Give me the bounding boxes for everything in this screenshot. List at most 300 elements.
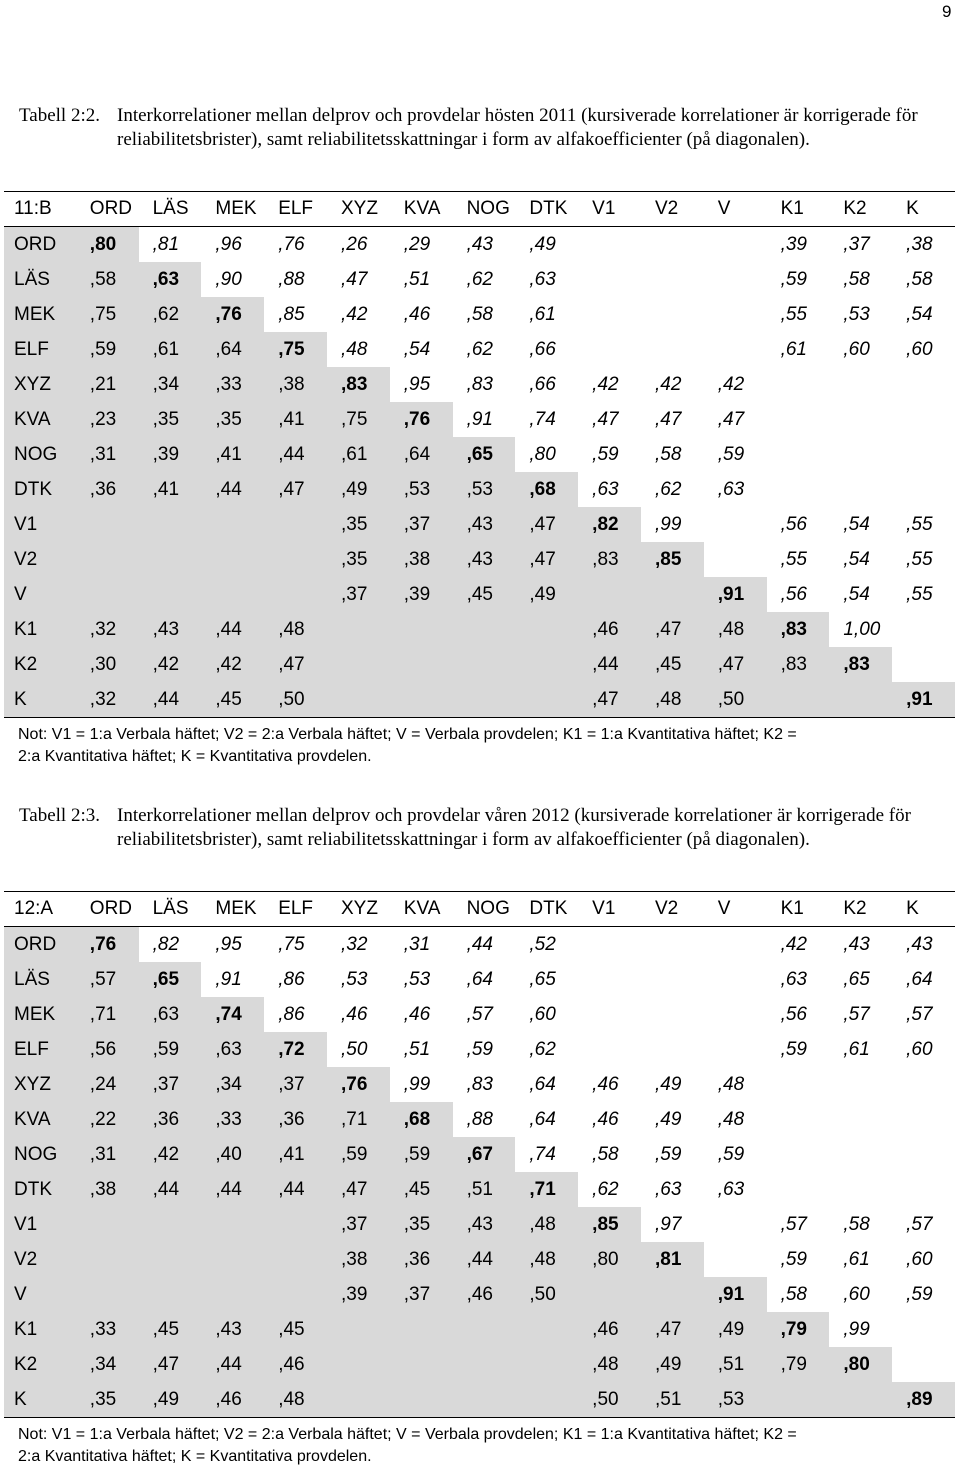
table-cell	[453, 1172, 516, 1207]
cell-value: ,58	[592, 1144, 619, 1165]
table-cell	[767, 1102, 830, 1137]
cell-value: ,75	[278, 339, 305, 360]
table-cell	[641, 367, 704, 402]
cell-value: ,42	[340, 304, 368, 325]
table-cell	[453, 612, 516, 647]
cell-value: ,35	[89, 1389, 117, 1410]
table-cell	[578, 577, 641, 612]
cell-value: ,41	[278, 409, 305, 430]
table-cell	[327, 227, 390, 262]
cell-value: ,45	[278, 1319, 305, 1340]
table-cell	[641, 962, 704, 997]
table-cell	[453, 437, 516, 472]
table-cell	[264, 227, 327, 262]
cell-value: ,47	[592, 409, 619, 430]
cell-value: ,57	[843, 1004, 870, 1025]
table2-caption	[19, 804, 944, 852]
cell-value: ,83	[592, 549, 619, 570]
table1-caption	[19, 104, 944, 152]
cell-value: ,50	[340, 1039, 368, 1060]
table-cell	[453, 262, 516, 297]
column-header-text: V2	[654, 198, 679, 219]
column-header	[453, 892, 516, 926]
table-cell	[264, 367, 327, 402]
table-cell	[767, 612, 830, 647]
table-cell	[892, 1102, 955, 1137]
table-row	[4, 332, 955, 367]
cell-value: ,48	[592, 1354, 619, 1375]
column-header-text: NOG	[466, 898, 510, 919]
row-label: K2	[4, 647, 76, 682]
table-cell	[578, 332, 641, 367]
cell-value: ,49	[654, 1354, 682, 1375]
table-cell	[641, 647, 704, 682]
table-cell	[76, 1207, 139, 1242]
table-cell	[264, 332, 327, 367]
row-label: V1	[4, 507, 76, 542]
cell-value: ,41	[278, 1144, 305, 1165]
cell-value: ,95	[403, 374, 431, 395]
table-cell	[515, 1242, 578, 1277]
cell-value: ,59	[906, 1284, 933, 1305]
cell-value: ,65	[466, 444, 493, 465]
table-cell	[76, 612, 139, 647]
column-header-text: V2	[654, 898, 679, 919]
column-header	[390, 892, 453, 926]
table-row	[4, 227, 955, 262]
column-header-text: K1	[780, 898, 804, 919]
table-cell	[829, 1347, 892, 1382]
table-cell	[264, 472, 327, 507]
table-cell	[515, 1347, 578, 1382]
cell-value: ,59	[466, 1039, 493, 1060]
table-cell	[515, 1312, 578, 1347]
table-cell	[641, 297, 704, 332]
cell-value: ,60	[843, 1284, 870, 1305]
column-header	[139, 192, 202, 226]
row-label: V	[4, 1277, 76, 1312]
table-cell	[264, 647, 327, 682]
table-cell	[829, 507, 892, 542]
table-cell	[139, 1032, 202, 1067]
table-cell	[515, 1032, 578, 1067]
table-cell	[641, 997, 704, 1032]
cell-value: ,56	[780, 584, 807, 605]
table-cell	[264, 577, 327, 612]
table2-label: Tabell 2:3.	[19, 805, 100, 826]
cell-value: ,76	[403, 409, 431, 430]
cell-value: ,64	[529, 1074, 556, 1095]
cell-value: ,45	[403, 1179, 431, 1200]
table-cell	[139, 367, 202, 402]
cell-value: ,38	[278, 374, 305, 395]
table-cell	[139, 1137, 202, 1172]
cell-value: ,48	[278, 1389, 305, 1410]
cell-value: ,47	[717, 654, 745, 675]
row-label: NOG	[4, 1137, 76, 1172]
cell-value: ,46	[592, 1074, 619, 1095]
table-cell	[453, 1032, 516, 1067]
table-cell	[892, 1347, 955, 1382]
cell-value: ,48	[278, 619, 305, 640]
cell-value: ,44	[215, 619, 242, 640]
cell-value: ,43	[466, 514, 493, 535]
table-row	[4, 1172, 955, 1207]
table-cell	[264, 297, 327, 332]
table-cell	[327, 437, 390, 472]
cell-value: ,49	[529, 234, 556, 255]
table-cell	[390, 1137, 453, 1172]
table-row	[4, 297, 955, 332]
table-cell	[264, 1312, 327, 1347]
row-label: K	[4, 682, 76, 717]
cell-value: ,23	[89, 409, 117, 430]
table-cell	[578, 1102, 641, 1137]
cell-value: ,82	[592, 514, 619, 535]
table-cell	[767, 297, 830, 332]
table-cell	[201, 577, 264, 612]
table-cell	[201, 542, 264, 577]
table-cell	[829, 962, 892, 997]
table-cell	[201, 1347, 264, 1382]
table-cell	[201, 1277, 264, 1312]
cell-value: ,32	[89, 689, 117, 710]
cell-value: ,47	[717, 409, 745, 430]
column-header-text: V	[717, 198, 731, 219]
table-cell	[892, 1242, 955, 1277]
cell-value: ,44	[152, 689, 180, 710]
table-cell	[139, 1207, 202, 1242]
cell-value: ,59	[780, 1039, 807, 1060]
cell-value: ,50	[592, 1389, 619, 1410]
cell-value: ,37	[340, 584, 368, 605]
cell-value: ,96	[215, 234, 242, 255]
cell-value: ,74	[529, 409, 556, 430]
cell-value: ,58	[654, 444, 682, 465]
cell-value: ,33	[215, 374, 242, 395]
table-cell	[767, 682, 830, 717]
cell-value: ,43	[466, 234, 493, 255]
table-cell	[641, 262, 704, 297]
row-label: K1	[4, 1312, 76, 1347]
table-row	[4, 367, 955, 402]
cell-value: ,85	[592, 1214, 619, 1235]
cell-value: ,55	[906, 514, 933, 535]
cell-value: ,29	[403, 234, 431, 255]
table-cell	[641, 1242, 704, 1277]
table-cell	[704, 647, 767, 682]
table-cell	[515, 647, 578, 682]
table-cell	[704, 1277, 767, 1312]
correlation-table-2012	[4, 891, 955, 1468]
column-header-text: NOG	[466, 198, 510, 219]
table-cell	[327, 1312, 390, 1347]
table-cell	[327, 927, 390, 962]
cell-value: ,42	[152, 654, 180, 675]
table-cell	[390, 1067, 453, 1102]
table-cell	[327, 262, 390, 297]
table-cell	[515, 227, 578, 262]
table-cell	[704, 1382, 767, 1417]
table-cell	[515, 1277, 578, 1312]
row-label: K2	[4, 1347, 76, 1382]
cell-value: ,76	[340, 1074, 368, 1095]
table-cell	[641, 1312, 704, 1347]
table-cell	[390, 1242, 453, 1277]
cell-value: ,48	[654, 689, 682, 710]
cell-value: ,83	[843, 654, 870, 675]
table-cell	[704, 227, 767, 262]
cell-value: ,81	[654, 1249, 682, 1270]
cell-value: ,49	[717, 1319, 745, 1340]
column-header-text: K2	[843, 898, 867, 919]
table-cell	[327, 1172, 390, 1207]
correlation-table-2011	[4, 191, 955, 768]
cell-value: ,59	[780, 269, 807, 290]
cell-value: ,44	[215, 1179, 242, 1200]
cell-value: ,37	[403, 514, 431, 535]
cell-value: ,55	[906, 584, 933, 605]
cell-value: ,62	[152, 304, 180, 325]
column-header	[641, 892, 704, 926]
table-cell	[390, 402, 453, 437]
cell-value: ,75	[340, 409, 368, 430]
column-header	[641, 192, 704, 226]
cell-value: ,47	[592, 689, 619, 710]
table-cell	[390, 1207, 453, 1242]
cell-value: ,49	[152, 1389, 180, 1410]
cell-value: ,61	[843, 1039, 870, 1060]
cell-value: ,44	[278, 444, 305, 465]
table-row	[4, 647, 955, 682]
table-cell	[139, 507, 202, 542]
cell-value: ,83	[780, 619, 807, 640]
corner-label: 12:A	[14, 898, 54, 919]
cell-value: ,63	[780, 969, 807, 990]
cell-value: ,54	[403, 339, 431, 360]
cell-value: ,68	[529, 479, 556, 500]
cell-value: ,65	[843, 969, 870, 990]
column-header	[704, 892, 767, 926]
table-cell	[892, 332, 955, 367]
cell-value: ,53	[717, 1389, 745, 1410]
table-cell	[829, 1382, 892, 1417]
table-cell	[76, 437, 139, 472]
table-cell	[201, 1067, 264, 1102]
corner-label: 11:B	[14, 198, 52, 219]
table-cell	[892, 542, 955, 577]
table1-caption-text: Interkorrelationer mellan delprov och provdelar hösten 2011 (kursiverade korrelationer är korrigerade för reliabilitetsbrister), samt reliabilitetsskattningar i form av alfakoefficienter (på diagonalen).	[117, 105, 918, 150]
cell-value: ,50	[529, 1284, 556, 1305]
table-cell	[578, 507, 641, 542]
table-cell	[327, 332, 390, 367]
cell-value: ,39	[403, 584, 431, 605]
cell-value: ,33	[89, 1319, 117, 1340]
cell-value: ,35	[340, 514, 368, 535]
table-cell	[264, 1207, 327, 1242]
cell-value: ,55	[780, 549, 807, 570]
table-cell	[327, 1067, 390, 1102]
column-header-text: KVA	[403, 898, 441, 919]
table-row	[4, 997, 955, 1032]
cell-value: ,38	[403, 549, 431, 570]
table-cell	[515, 542, 578, 577]
table-cell	[76, 682, 139, 717]
cell-value: ,43	[466, 1214, 493, 1235]
column-header	[767, 192, 830, 226]
table-cell	[515, 297, 578, 332]
table-row	[4, 1347, 955, 1382]
table-cell	[515, 927, 578, 962]
table-cell	[201, 997, 264, 1032]
column-header	[704, 192, 767, 226]
table-cell	[704, 682, 767, 717]
row-label: V2	[4, 1242, 76, 1277]
cell-value: ,39	[340, 1284, 368, 1305]
table-cell	[515, 612, 578, 647]
table-cell	[829, 577, 892, 612]
column-header-text: ORD	[89, 198, 133, 219]
row-label: LÄS	[4, 262, 76, 297]
cell-value: ,71	[529, 1179, 556, 1200]
cell-value: ,63	[152, 1004, 180, 1025]
cell-value: ,39	[152, 444, 180, 465]
cell-value: ,68	[403, 1109, 431, 1130]
table-cell	[201, 1032, 264, 1067]
column-header-text: DTK	[529, 198, 568, 219]
table-cell	[453, 332, 516, 367]
table-row	[4, 612, 955, 647]
table-cell	[201, 1102, 264, 1137]
cell-value: ,51	[403, 1039, 431, 1060]
table-cell	[453, 1102, 516, 1137]
table-note	[4, 1418, 955, 1468]
table-cell	[767, 997, 830, 1032]
table-cell	[704, 1207, 767, 1242]
table-cell	[453, 1312, 516, 1347]
table-cell	[139, 1312, 202, 1347]
cell-value: ,49	[654, 1074, 682, 1095]
table-cell	[76, 227, 139, 262]
table-cell	[578, 297, 641, 332]
table2-caption-text: Interkorrelationer mellan delprov och provdelar våren 2012 (kursiverade korrelationer är korrigerade för reliabilitetsbrister), samt reliabilitetsskattningar i form av alfakoefficienter (på diagonalen).	[117, 805, 911, 850]
cell-value: ,51	[466, 1179, 493, 1200]
cell-value: ,41	[152, 479, 180, 500]
table-cell	[139, 647, 202, 682]
row-label: XYZ	[4, 367, 76, 402]
cell-value: ,44	[466, 1249, 493, 1270]
table-cell	[327, 682, 390, 717]
table-cell	[767, 437, 830, 472]
cell-value: ,62	[529, 1039, 556, 1060]
cell-value: ,37	[340, 1214, 368, 1235]
cell-value: ,57	[89, 969, 117, 990]
cell-value: ,32	[89, 619, 117, 640]
cell-value: ,67	[466, 1144, 493, 1165]
table-cell	[515, 1067, 578, 1102]
table-cell	[578, 262, 641, 297]
table-cell	[578, 1242, 641, 1277]
table-cell	[139, 227, 202, 262]
cell-value: ,46	[278, 1354, 305, 1375]
table-cell	[264, 507, 327, 542]
cell-value: ,75	[89, 304, 117, 325]
cell-value: ,57	[906, 1214, 933, 1235]
table-cell	[641, 1277, 704, 1312]
table-cell	[264, 542, 327, 577]
table-cell	[641, 1172, 704, 1207]
table-cell	[76, 542, 139, 577]
table-cell	[641, 577, 704, 612]
table-cell	[829, 402, 892, 437]
table-cell	[641, 1102, 704, 1137]
column-header	[578, 192, 641, 226]
table-cell	[390, 1277, 453, 1312]
column-header	[892, 892, 955, 926]
table-cell	[327, 1207, 390, 1242]
cell-value: ,58	[843, 1214, 870, 1235]
cell-value: ,43	[466, 549, 493, 570]
row-label: KVA	[4, 1102, 76, 1137]
cell-value: ,58	[780, 1284, 807, 1305]
table-cell	[829, 1137, 892, 1172]
cell-value: ,76	[215, 304, 242, 325]
cell-value: ,55	[906, 549, 933, 570]
cell-value: ,66	[529, 339, 556, 360]
table-cell	[767, 1242, 830, 1277]
table-cell	[704, 1172, 767, 1207]
cell-value: ,46	[403, 304, 431, 325]
table-cell	[327, 367, 390, 402]
table-cell	[767, 1382, 830, 1417]
cell-value: ,56	[780, 514, 807, 535]
cell-value: ,48	[717, 1074, 745, 1095]
table-cell	[767, 962, 830, 997]
table-cell	[515, 437, 578, 472]
table-cell	[515, 367, 578, 402]
cell-value: ,99	[403, 1074, 431, 1095]
column-header-text: V1	[592, 198, 616, 219]
cell-value: ,46	[592, 619, 619, 640]
cell-value: ,99	[654, 514, 682, 535]
table-cell	[453, 402, 516, 437]
table-row	[4, 927, 955, 962]
cell-value: ,51	[403, 269, 431, 290]
table-cell	[578, 542, 641, 577]
table-cell	[704, 612, 767, 647]
table-cell	[327, 1277, 390, 1312]
column-header	[76, 892, 139, 926]
table-cell	[327, 577, 390, 612]
table-cell	[704, 577, 767, 612]
cell-value: ,60	[529, 1004, 556, 1025]
table-cell	[578, 1277, 641, 1312]
table-cell	[829, 682, 892, 717]
cell-value: ,50	[278, 689, 305, 710]
cell-value: ,44	[278, 1179, 305, 1200]
cell-value: ,91	[466, 409, 493, 430]
cell-value: ,83	[340, 374, 368, 395]
cell-value: ,44	[215, 1354, 242, 1375]
cell-value: ,43	[906, 934, 933, 955]
table-cell	[264, 262, 327, 297]
cell-value: ,83	[466, 1074, 493, 1095]
table-cell	[892, 402, 955, 437]
table-row	[4, 1102, 955, 1137]
cell-value: ,36	[89, 479, 117, 500]
cell-value: ,48	[529, 1214, 556, 1235]
cell-value: ,31	[89, 1144, 117, 1165]
